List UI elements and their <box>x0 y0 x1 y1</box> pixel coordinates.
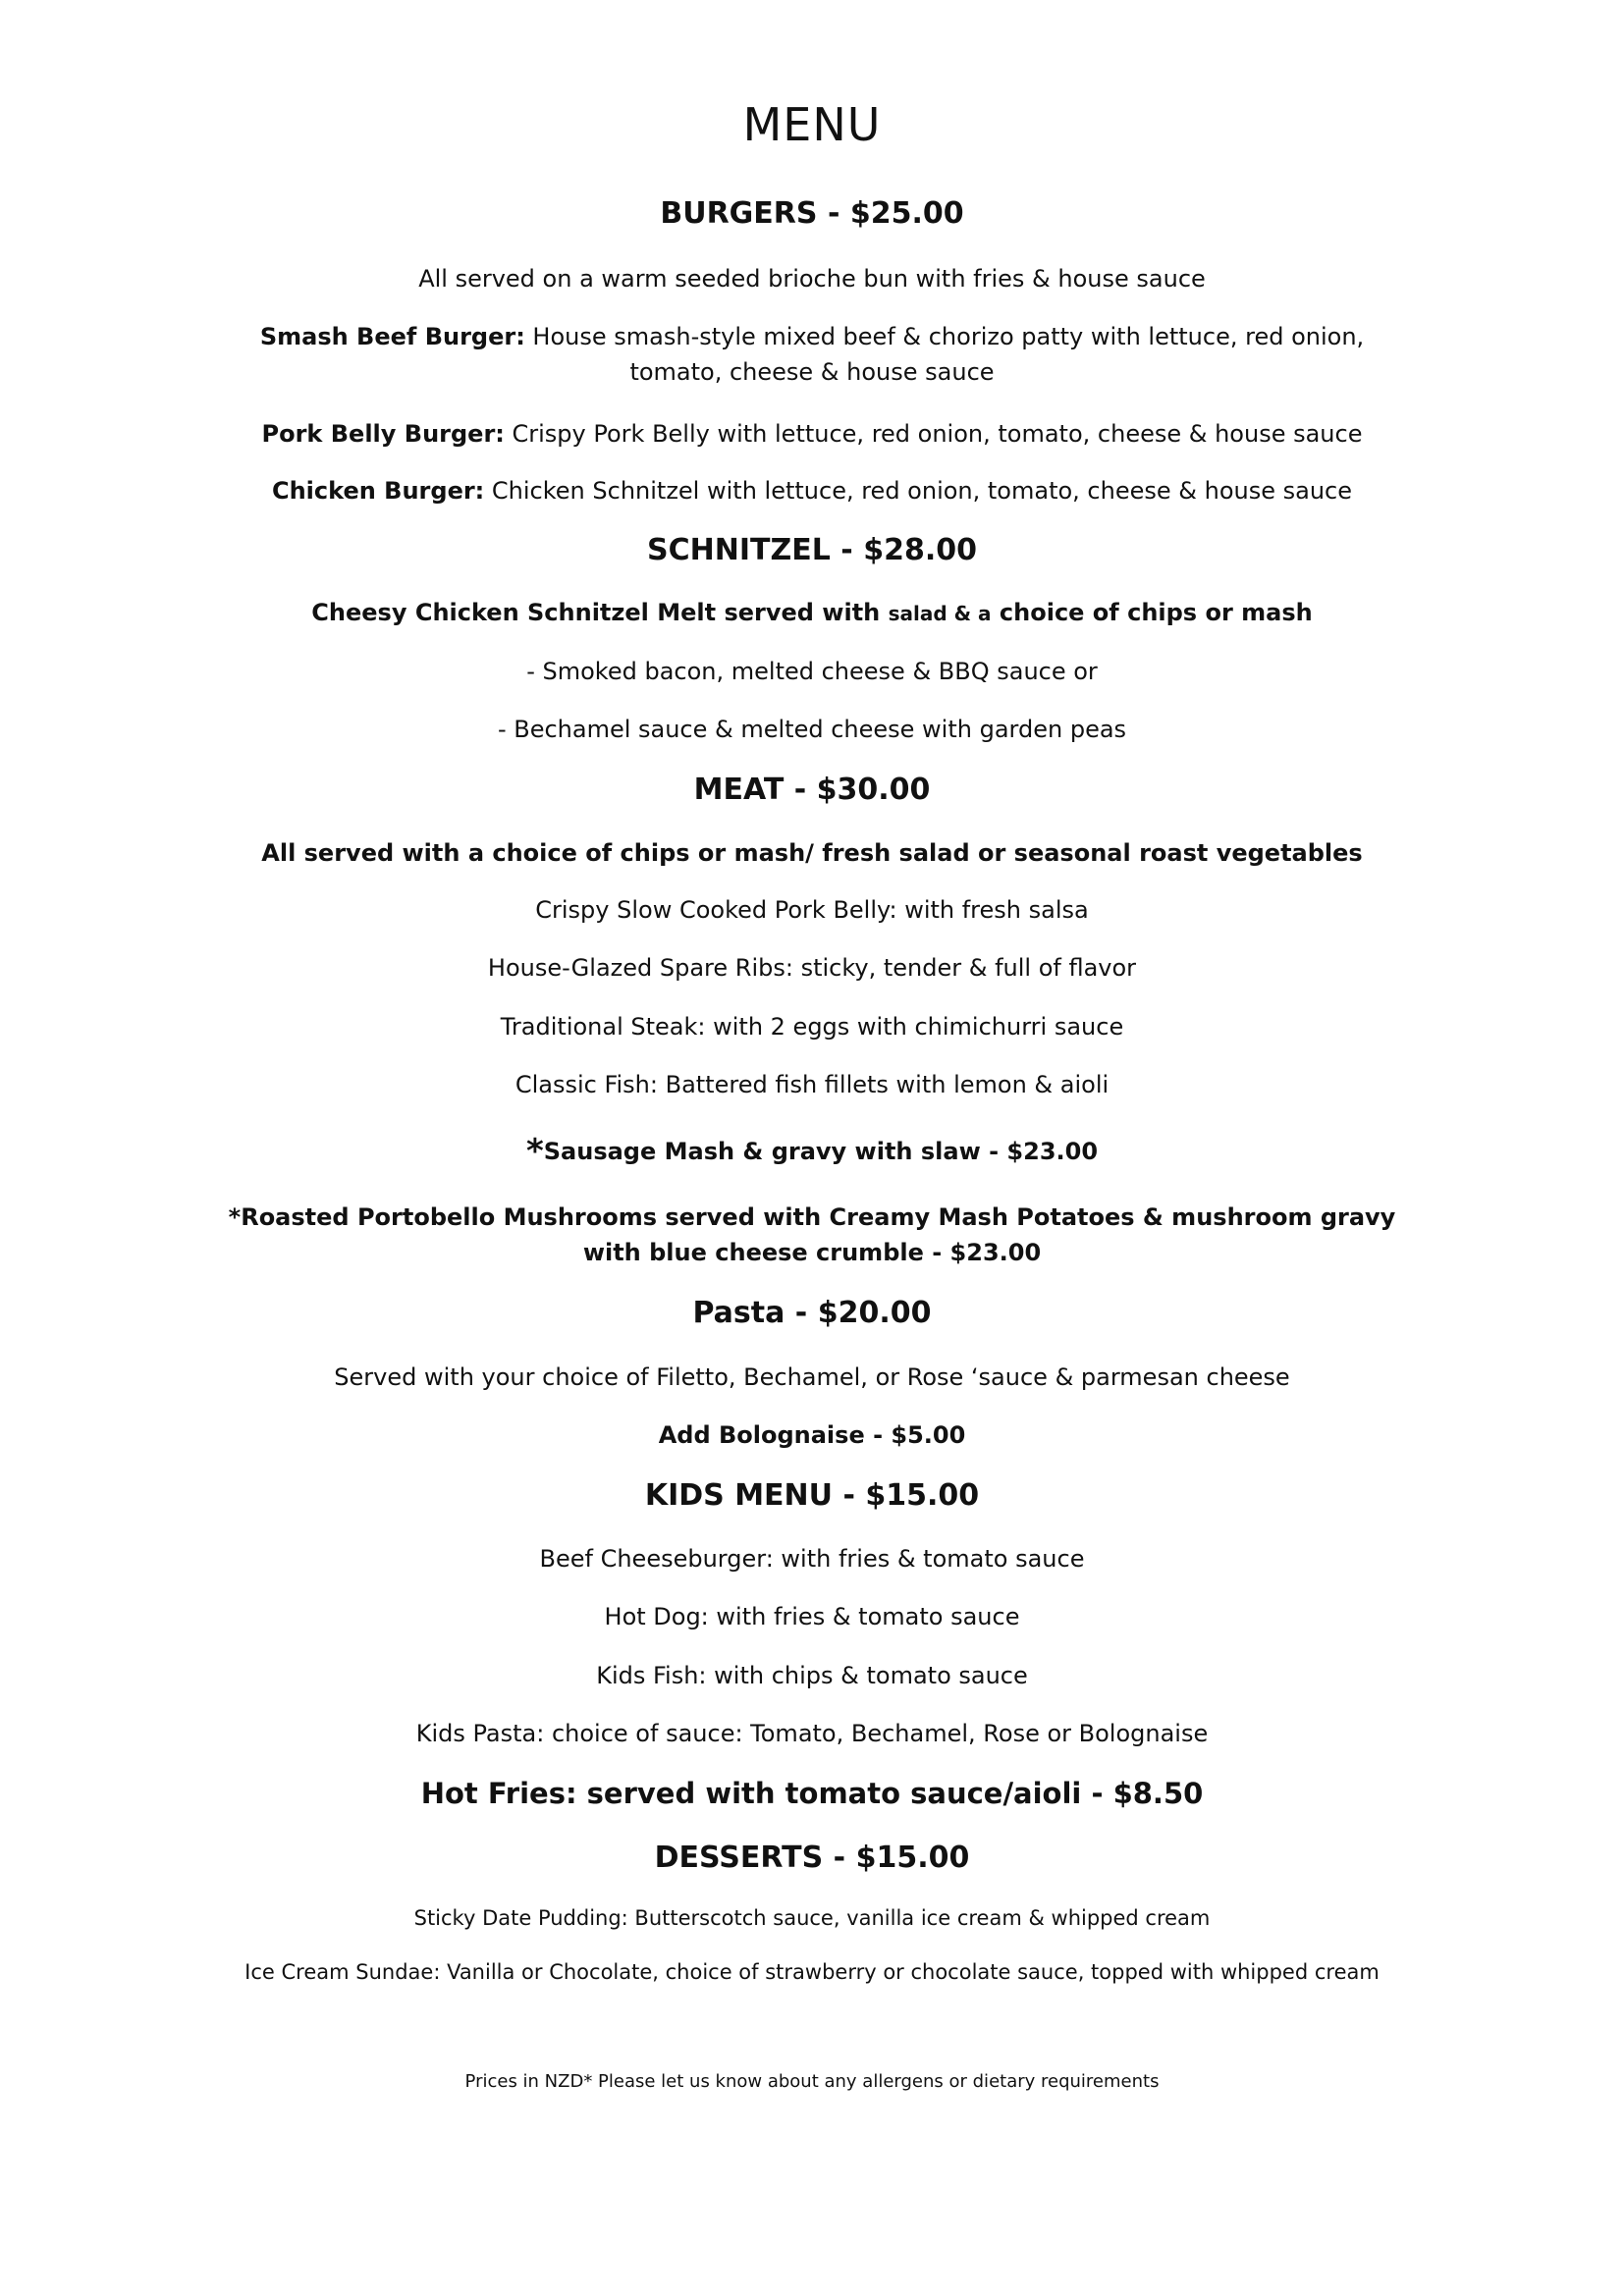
burgers-heading: BURGERS - $25.00 <box>660 196 964 231</box>
item-description: Chicken Schnitzel with lettuce, red onion, tomato, cheese & house sauce <box>484 477 1352 505</box>
menu-item: Classic Fish: Battered fish fillets with lemon & aioli <box>514 1071 1110 1098</box>
special-label: Sausage Mash & gravy with slaw - $23.00 <box>543 1138 1099 1165</box>
schnitzel-option: - Smoked bacon, melted cheese & BBQ sauce or <box>526 658 1098 685</box>
pasta-heading: Pasta - $20.00 <box>692 1296 932 1330</box>
menu-item-chicken-burger <box>167 473 1457 508</box>
menu-item: Kids Pasta: choice of sauce: Tomato, Bechamel, Rose or Bolognaise <box>415 1720 1209 1747</box>
menu-item: Traditional Steak: with 2 eggs with chimichurri sauce <box>500 1013 1124 1041</box>
menu-item: Crispy Slow Cooked Pork Belly: with fresh salsa <box>535 896 1089 924</box>
menu-item: Hot Dog: with fries & tomato sauce <box>604 1603 1020 1630</box>
menu-item: House-Glazed Spare Ribs: sticky, tender & full of flavor <box>487 954 1137 982</box>
meat-intro: All served with a choice of chips or mash/ fresh salad or seasonal roast vegetables <box>261 839 1363 867</box>
schnitzel-intro-part: Cheesy Chicken Schnitzel Melt served with <box>311 599 889 626</box>
pasta-intro: Served with your choice of Filetto, Bechamel, or Rose ‘sauce & parmesan cheese <box>334 1363 1290 1391</box>
item-description: Crispy Pork Belly with lettuce, red onion, tomato, cheese & house sauce <box>504 420 1363 448</box>
item-name: Smash Beef Burger: <box>259 323 525 350</box>
schnitzel-intro-small: salad & a <box>888 602 992 625</box>
special-sausage-mash <box>167 1134 1457 1169</box>
kids-menu-heading: KIDS MENU - $15.00 <box>644 1478 980 1513</box>
desserts-heading: DESSERTS - $15.00 <box>654 1841 970 1875</box>
page-title: MENU <box>742 98 882 151</box>
meat-heading: MEAT - $30.00 <box>693 773 931 807</box>
footer-note: Prices in NZD* Please let us know about any allergens or dietary requirements <box>464 2071 1160 2092</box>
menu-item: Ice Cream Sundae: Vanilla or Chocolate, choice of strawberry or chocolate sauce, topped with whipped cream <box>244 1960 1380 1984</box>
schnitzel-intro <box>167 595 1457 631</box>
menu-item: Kids Fish: with chips & tomato sauce <box>596 1662 1028 1689</box>
burgers-intro: All served on a warm seeded brioche bun with fries & house sauce <box>418 265 1206 293</box>
special-portobello-mushrooms: *Roasted Portobello Mushrooms served with Creamy Mash Potatoes & mushroom gravy with blue cheese crumble - $23.00 <box>228 1203 1396 1266</box>
item-name: Chicken Burger: <box>271 477 485 505</box>
schnitzel-intro-part: choice of chips or mash <box>991 599 1313 626</box>
asterisk-mark: * <box>525 1132 544 1171</box>
pasta-addon: Add Bolognaise - $5.00 <box>658 1421 966 1449</box>
menu-item: Sticky Date Pudding: Butterscotch sauce, vanilla ice cream & whipped cream <box>413 1906 1211 1930</box>
schnitzel-option: - Bechamel sauce & melted cheese with garden peas <box>497 716 1127 743</box>
item-description: House smash-style mixed beef & chorizo patty with lettuce, red onion, tomato, cheese & house sauce <box>524 323 1365 386</box>
menu-item-pork-belly-burger <box>167 416 1457 452</box>
schnitzel-heading: SCHNITZEL - $28.00 <box>647 533 977 567</box>
hot-fries-heading: Hot Fries: served with tomato sauce/aioli - $8.50 <box>420 1777 1204 1810</box>
menu-item-smash-beef-burger <box>221 319 1403 390</box>
menu-item: Beef Cheeseburger: with fries & tomato sauce <box>539 1545 1085 1573</box>
item-name: Pork Belly Burger: <box>261 420 505 448</box>
